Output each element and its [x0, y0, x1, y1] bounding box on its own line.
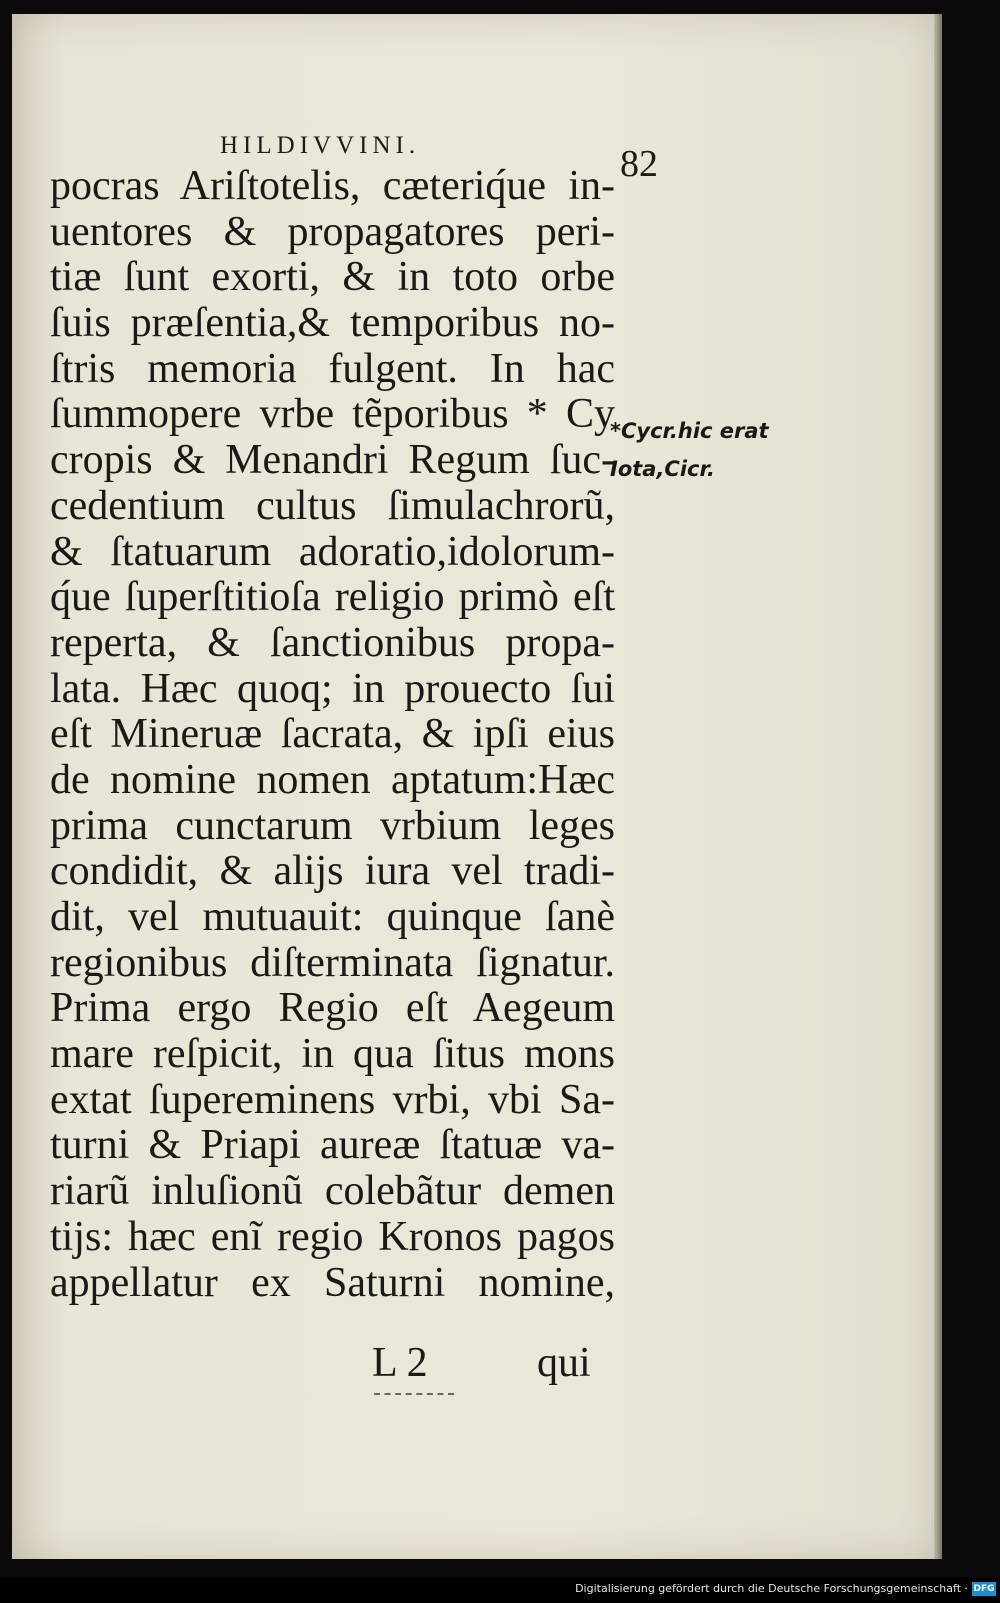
text-line: prima cunctarum vrbium leges [50, 802, 615, 849]
text-line: q́ue ſuperſtitioſa religio primò eſt [50, 574, 615, 621]
text-line: appellatur ex Saturni nomine, [50, 1259, 615, 1306]
text-line: extat ſupereminens vrbi, vbi Sa- [50, 1076, 615, 1123]
footer-credit: Digitalisierung gefördert durch die Deutsche Forschungsgemeinschaft · [575, 1582, 968, 1595]
running-head: HILDIVVINI. [220, 132, 421, 159]
marginal-note-line: Iota,Cicr. [610, 457, 715, 481]
text-line: riarũ inluſionũ colebãtur demen [50, 1168, 615, 1215]
text-line: tijs: hæc enĩ regio Kronos pagos [50, 1213, 615, 1260]
text-line: uentores & propagatores peri- [50, 208, 615, 255]
text-line: lata. Hæc quoq; in prouecto ſui [50, 665, 615, 712]
text-line: & ſtatuarum adoratio,idolorum- [50, 528, 615, 575]
text-line: cedentium cultus ſimulachrorũ, [50, 482, 615, 529]
catchword: qui [537, 1340, 591, 1386]
page-edge [934, 14, 942, 1559]
marginal-note [610, 412, 769, 488]
dfg-logo: DFG [973, 1584, 995, 1594]
signature-mark: L 2 [372, 1340, 428, 1386]
text-line: eſt Mineruæ ſacrata, & ipſi eius [50, 711, 615, 758]
body-text [50, 164, 615, 1306]
text-line: ſummopere vrbe tẽporibus * Cy [50, 391, 615, 438]
text-line: ſuis præſentia,& temporibus no- [50, 300, 615, 347]
page-number: 82 [620, 143, 658, 185]
text-line: regionibus diſterminata ſignatur. [50, 939, 615, 986]
text-line: turni & Priapi aureæ ſtatuæ va- [50, 1122, 615, 1169]
text-line: de nomine nomen aptatum:Hæc [50, 756, 615, 803]
text-line: reperta, & ſanctionibus propa- [50, 619, 615, 666]
signature-underline [374, 1393, 454, 1397]
text-line: ſtris memoria fulgent. In hac [50, 345, 615, 392]
text-line: cropis & Menandri Regum ſuc- [50, 437, 615, 484]
text-line: dit, vel mutuauit: quinque ſanè [50, 894, 615, 940]
text-line: condidit, & alijs iura vel tradi- [50, 848, 615, 895]
marginal-note-line: *Cycr.hic erat [610, 419, 769, 443]
text-line: Prima ergo Regio eſt Aegeum [50, 985, 615, 1032]
book-page [12, 14, 934, 1559]
text-line: tiæ ſunt exorti, & in toto orbe [50, 254, 615, 301]
text-line: mare reſpicit, in qua ſitus mons [50, 1031, 615, 1078]
text-line: pocras Ariſtotelis, cæteriq́ue in- [50, 163, 615, 209]
